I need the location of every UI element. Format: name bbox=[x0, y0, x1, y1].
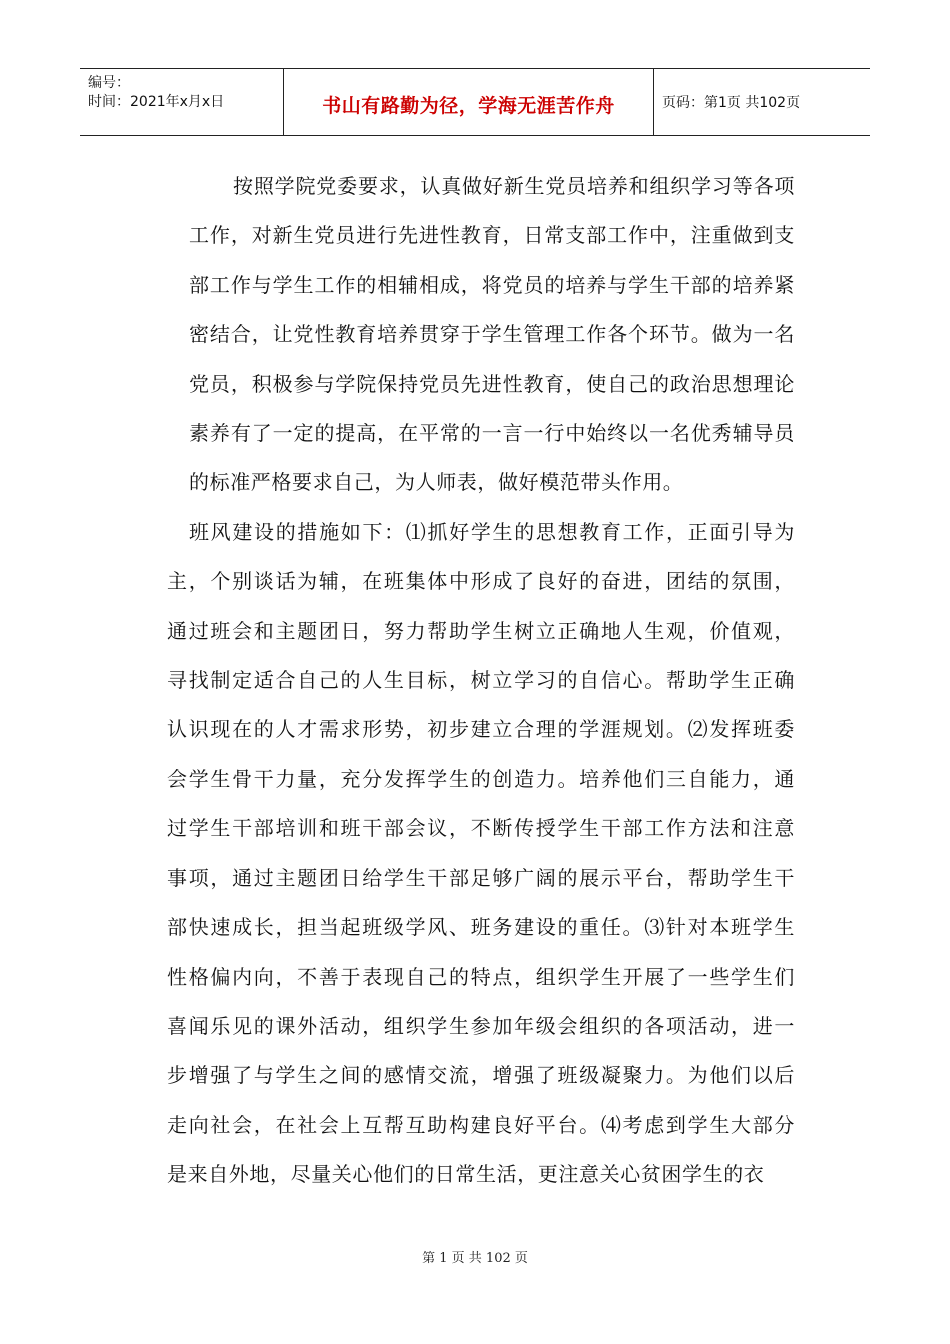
text-line: 事项，通过主题团日给学生干部足够广阔的展示平台，帮助学生干 bbox=[167, 865, 795, 890]
footer-page-number: 第 1 页 共 102 页 bbox=[422, 1251, 528, 1266]
paragraph-class-building bbox=[145, 508, 795, 1200]
text-line: 过学生干部培训和班干部会议，不断传授学生干部工作方法和注意 bbox=[167, 816, 795, 841]
date-line: 时间：2021年x月x日 bbox=[88, 94, 225, 110]
header-motto-cell bbox=[284, 69, 654, 135]
paragraph-party-work bbox=[145, 162, 795, 508]
text-line: 的标准严格要求自己，为人师表，做好模范带头作用。 bbox=[189, 470, 684, 495]
text-line: 走向社会，在社会上互帮互助构建良好平台。⑷考虑到学生大部分 bbox=[167, 1112, 795, 1137]
text-line: 党员，积极参与学院保持党员先进性教育，使自己的政治思想理论 bbox=[189, 371, 795, 396]
text-line: 密结合，让党性教育培养贯穿于学生管理工作各个环节。做为一名 bbox=[189, 322, 795, 347]
header-page-info: 页码：第1页 共102页 bbox=[662, 95, 801, 111]
text-line: 工作，对新生党员进行先进性教育，日常支部工作中，注重做到支 bbox=[189, 223, 795, 248]
page-footer bbox=[0, 1247, 950, 1266]
text-line: 素养有了一定的提高，在平常的一言一行中始终以一名优秀辅导员 bbox=[189, 421, 795, 446]
header-meta-cell bbox=[80, 69, 284, 135]
text-line: 部工作与学生工作的相辅相成，将党员的培养与学生干部的培养紧 bbox=[189, 272, 795, 297]
page-header-table bbox=[80, 68, 870, 136]
header-page-cell bbox=[654, 69, 870, 135]
text-line: 步增强了与学生之间的感情交流，增强了班级凝聚力。为他们以后 bbox=[167, 1063, 795, 1088]
header-motto: 书山有路勤为径，学海无涯苦作舟 bbox=[322, 94, 615, 117]
text-line: 寻找制定适合自己的人生目标，树立学习的自信心。帮助学生正确 bbox=[167, 668, 795, 693]
text-line: 认识现在的人才需求形势，初步建立合理的学涯规划。⑵发挥班委 bbox=[167, 717, 795, 742]
text-line: 会学生骨干力量，充分发挥学生的创造力。培养他们三自能力，通 bbox=[167, 766, 795, 791]
text-line: 通过班会和主题团日，努力帮助学生树立正确地人生观，价值观， bbox=[167, 618, 795, 643]
text-line: 部快速成长，担当起班级学风、班务建设的重任。⑶针对本班学生 bbox=[167, 915, 795, 940]
text-line: 是来自外地，尽量关心他们的日常生活，更注意关心贫困学生的衣 bbox=[167, 1162, 765, 1187]
serial-number-label: 编号： bbox=[88, 75, 130, 91]
document-body bbox=[145, 162, 795, 1200]
text-line: 性格偏内向，不善于表现自己的特点，组织学生开展了一些学生们 bbox=[167, 964, 795, 989]
text-line: 按照学院党委要求，认真做好新生党员培养和组织学习等各项 bbox=[233, 174, 795, 198]
text-line: 喜闻乐见的课外活动，组织学生参加年级会组织的各项活动，进一 bbox=[167, 1013, 795, 1038]
text-line: 班风建设的措施如下：⑴抓好学生的思想教育工作，正面引导为 bbox=[189, 519, 795, 544]
text-line: 主，个别谈话为辅，在班集体中形成了良好的奋进，团结的氛围， bbox=[167, 569, 795, 594]
